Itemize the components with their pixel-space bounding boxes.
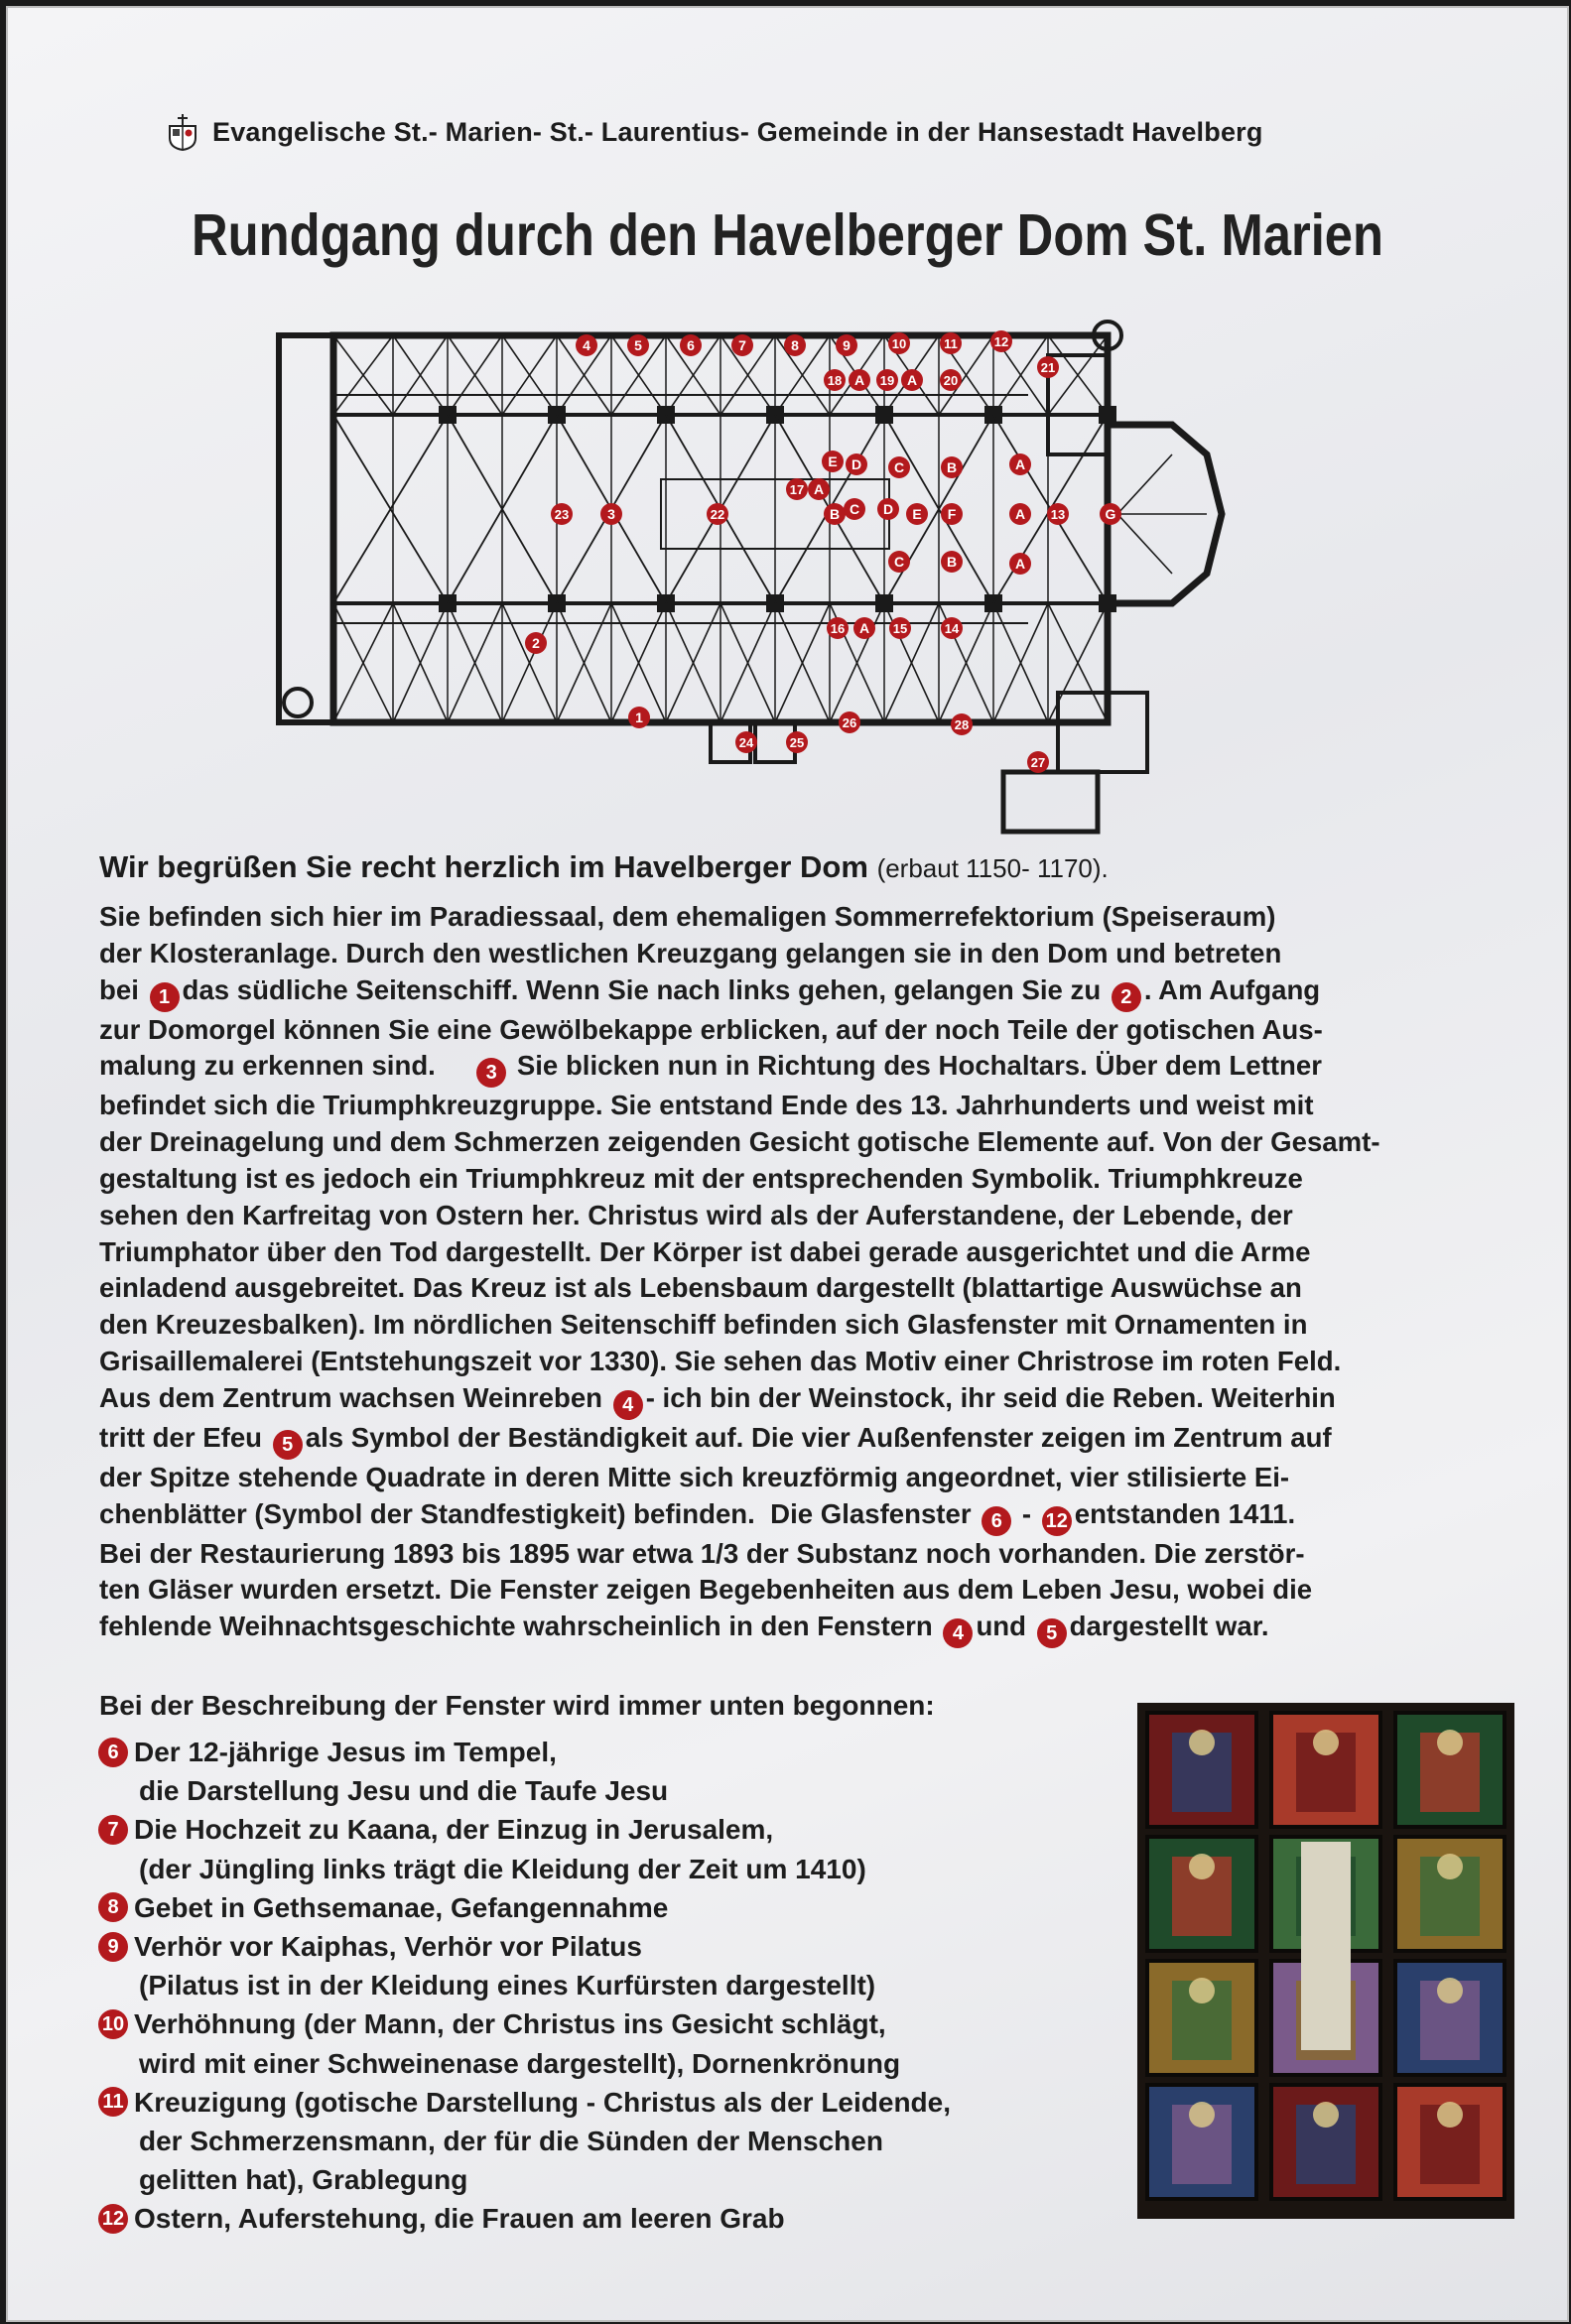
intro-line (99, 1420, 1513, 1460)
intro-text-segment: sehen den Karfreitag von Ostern her. Christus wird als der Auferstandene, der Lebende, der (99, 1199, 1293, 1230)
info-sheet (6, 6, 1569, 2322)
intro-line (99, 972, 1513, 1012)
plan-marker-label: E (912, 506, 922, 522)
plan-marker-19 (876, 369, 898, 391)
window-description: Kreuzigung (gotische Darstellung - Christus als der Leidende, (134, 2086, 952, 2118)
plan-marker-B (941, 456, 963, 478)
intro-line (99, 1088, 1513, 1124)
window-item-7 (95, 1810, 1088, 1849)
glass-halo (1189, 1978, 1215, 2003)
plan-marker-label: F (947, 506, 957, 522)
window-item-10 (95, 2004, 1088, 2043)
plan-marker-label: 28 (954, 717, 970, 732)
intro-line (99, 1344, 1513, 1380)
intro-text-segment: befindet sich die Triumphkreuzgruppe. Sie entstand Ende des 13. Jahrhunderts und weist mit (99, 1090, 1314, 1121)
window-description: die Darstellung Jesu und die Taufe Jesu (139, 1775, 669, 1807)
intro-line (99, 1012, 1513, 1049)
plan-marker-label: B (946, 554, 958, 570)
plan-marker-label: 10 (891, 336, 907, 351)
windows-heading: Bei der Beschreibung der Fenster wird immer unten begonnen: (99, 1690, 935, 1721)
plan-marker-E (906, 503, 928, 525)
plan-marker-13 (1047, 503, 1069, 525)
plan-marker-A (849, 369, 870, 391)
plan-marker-12 (990, 330, 1012, 352)
south-chapel (1058, 693, 1147, 772)
window-item-continuation (95, 2122, 1088, 2160)
plan-marker-6 (680, 334, 702, 356)
window-item-12 (95, 2199, 1088, 2238)
plan-marker-label: 3 (607, 506, 615, 522)
plan-marker-label: A (853, 372, 865, 388)
plan-marker-label: 14 (944, 621, 960, 636)
marker-1: 1 (150, 982, 180, 1012)
marker-8: 8 (98, 1892, 128, 1922)
congregation-emblem-icon (167, 113, 198, 151)
window-description: Die Hochzeit zu Kaana, der Einzug in Jerusalem, (134, 1814, 774, 1846)
intro-line (99, 1380, 1513, 1420)
stained-glass-window-photo (1137, 1703, 1514, 2219)
plan-marker-A (808, 478, 830, 500)
plan-marker-label: B (946, 459, 958, 475)
plan-marker-label: A (858, 620, 870, 636)
plan-marker-label: 16 (830, 621, 846, 636)
glass-halo (1437, 1730, 1463, 1755)
welcome-text: Wir begrüßen Sie recht herzlich im Havelberger Dom (99, 849, 868, 884)
pillar (1099, 406, 1116, 424)
marker-4: 4 (943, 1618, 973, 1648)
plan-marker-17 (786, 478, 808, 500)
plan-marker-F (941, 503, 963, 525)
intro-line (99, 1161, 1513, 1198)
marker-6: 6 (982, 1506, 1011, 1536)
intro-line (99, 1048, 1513, 1088)
plan-marker-label: 20 (943, 373, 959, 388)
plan-marker-label: D (851, 456, 862, 472)
intro-text-segment: und (976, 1611, 1034, 1642)
intro-line (99, 1198, 1513, 1234)
plan-marker-3 (600, 503, 622, 525)
plan-marker-D (846, 453, 867, 475)
plan-marker-10 (888, 332, 910, 354)
window-item-continuation (95, 2044, 1088, 2083)
intro-text-segment: bei (99, 973, 147, 1005)
plan-marker-label: 5 (634, 337, 642, 353)
glass-halo (1189, 1854, 1215, 1879)
window-description: wird mit einer Schweinenase dargestellt), Dornenkrönung (139, 2047, 901, 2079)
plan-marker-label: C (893, 554, 905, 570)
plan-marker-9 (836, 334, 857, 356)
plan-marker-7 (731, 334, 753, 356)
pillar (1099, 594, 1116, 612)
intro-line (99, 1460, 1513, 1496)
plan-marker-label: 26 (842, 715, 857, 730)
plan-marker-label: E (828, 453, 838, 469)
intro-text (99, 899, 1513, 1648)
marker-12: 12 (98, 2204, 128, 2234)
sacristy-27 (1003, 772, 1098, 832)
plan-marker-15 (889, 617, 911, 639)
intro-text-segment: der Spitze stehende Quadrate in deren Mitte sich kreuzförmig angeordnet, vier stilisierte Ei- (99, 1461, 1290, 1492)
plan-marker-label: A (906, 372, 918, 388)
west-tower (279, 335, 333, 722)
plan-marker-A (1009, 553, 1031, 575)
plan-marker-C (888, 456, 910, 478)
plan-marker-label: 7 (738, 337, 746, 353)
window-description: Verhöhnung (der Mann, der Christus ins Gesicht schlägt, (134, 2008, 886, 2040)
plan-marker-A (901, 369, 923, 391)
plan-marker-21 (1037, 356, 1059, 378)
apse-rib (1117, 514, 1172, 574)
glass-halo (1313, 1730, 1339, 1755)
apse-rib (1117, 454, 1172, 514)
plan-marker-label: 21 (1040, 360, 1056, 375)
plan-marker-label: 4 (583, 337, 590, 353)
plan-marker-label: 13 (1050, 507, 1066, 522)
built-years: (erbaut 1150- 1170). (876, 853, 1109, 883)
intro-text-segment: Triumphator über den Tod dargestellt. Der Körper ist dabei gerade ausgerichtet und die Arme (99, 1235, 1311, 1267)
plan-marker-label: 24 (738, 735, 754, 750)
plan-marker-label: C (893, 459, 905, 475)
plan-marker-label: 1 (635, 710, 643, 725)
intro-line (99, 936, 1513, 972)
intro-text-segment: Grisaillemalerei (Entstehungszeit vor 1330). Sie sehen das Motiv einer Christrose im roten Feld. (99, 1345, 1342, 1376)
page-title: Rundgang durch den Havelberger Dom St. Marien (191, 202, 1384, 268)
plan-marker-label: 6 (687, 337, 695, 353)
window-description: (Pilatus ist in der Kleidung eines Kurfürsten dargestellt) (139, 1970, 876, 2001)
intro-line (99, 1609, 1513, 1648)
plan-marker-16 (827, 617, 849, 639)
plan-marker-24 (735, 731, 757, 753)
plan-marker-label: A (1014, 506, 1026, 522)
plan-marker-B (941, 551, 963, 573)
window-item-6 (95, 1733, 1088, 1771)
marker-3: 3 (476, 1058, 506, 1088)
plan-marker-27 (1027, 751, 1049, 773)
plan-marker-5 (627, 334, 649, 356)
plan-marker-22 (707, 503, 728, 525)
plan-marker-label: 8 (791, 337, 799, 353)
plan-marker-label: 25 (789, 735, 805, 750)
plan-marker-label: 27 (1030, 755, 1046, 770)
plan-marker-label: 12 (993, 334, 1009, 349)
marker-5: 5 (1037, 1618, 1067, 1648)
intro-text-segment: zur Domorgel können Sie eine Gewölbekappe erblicken, auf der noch Teile der gotischen Aus- (99, 1013, 1323, 1045)
marker-9: 9 (98, 1932, 128, 1962)
plan-marker-D (877, 498, 899, 520)
plan-marker-label: 2 (532, 635, 540, 651)
plan-marker-label: 23 (554, 507, 570, 522)
plan-marker-label: G (1105, 506, 1116, 522)
plan-marker-A (853, 617, 875, 639)
plan-marker-label: 15 (892, 621, 908, 636)
intro-line (99, 899, 1513, 936)
window-item-9 (95, 1927, 1088, 1966)
plan-marker-C (844, 498, 865, 520)
plan-marker-label: C (849, 501, 860, 517)
window-item-continuation (95, 1966, 1088, 2004)
plan-marker-label: 19 (879, 373, 895, 388)
intro-line (99, 1536, 1513, 1573)
plan-marker-1 (628, 707, 650, 728)
plan-marker-4 (576, 334, 597, 356)
intro-text-segment: malung zu erkennen sind. (99, 1050, 474, 1082)
marker-11: 11 (98, 2087, 128, 2117)
intro-text-segment: einladend ausgebreitet. Das Kreuz ist als Lebensbaum dargestellt (blattartige Auswüchse an (99, 1272, 1302, 1304)
marker-6: 6 (98, 1738, 128, 1767)
marker-4: 4 (613, 1390, 643, 1420)
intro-text-segment: Aus dem Zentrum wachsen Weinreben (99, 1381, 610, 1413)
plan-marker-25 (786, 731, 808, 753)
intro-text-segment: chenblätter (Symbol der Standfestigkeit) befinden. Die Glasfenster (99, 1497, 980, 1529)
intro-text-segment: Sie befinden sich hier im Paradiessaal, dem ehemaligen Sommerrefektorium (Speiseraum) (99, 901, 1276, 932)
marker-5: 5 (273, 1430, 303, 1460)
glass-halo (1189, 1730, 1215, 1755)
intro-text-segment: dargestellt war. (1069, 1611, 1269, 1642)
plan-marker-label: A (813, 481, 825, 497)
intro-text-segment: der Klosteranlage. Durch den westlichen Kreuzgang gelangen sie in den Dom und betreten (99, 937, 1282, 968)
intro-text-segment: Bei der Restaurierung 1893 bis 1895 war etwa 1/3 der Substanz noch vorhanden. Die zerstör- (99, 1537, 1305, 1569)
intro-text-segment: - ich bin der Weinstock, ihr seid die Reben. Weiterhin (645, 1381, 1336, 1413)
plan-marker-A (1009, 503, 1031, 525)
window-item-continuation (95, 1771, 1088, 1810)
glass-halo (1437, 2102, 1463, 2128)
plan-marker-23 (551, 503, 573, 525)
cathedral-floor-plan (274, 306, 1276, 841)
intro-text-segment: das südliche Seitenschiff. Wenn Sie nach links gehen, gelangen Sie zu (182, 973, 1109, 1005)
window-description: Gebet in Gethsemanae, Gefangennahme (134, 1891, 669, 1923)
intro-text-segment: - (1014, 1497, 1039, 1529)
glass-halo (1313, 2102, 1339, 2128)
window-item-11 (95, 2083, 1088, 2122)
plan-marker-label: 11 (944, 336, 958, 351)
plan-marker-B (824, 503, 846, 525)
plan-marker-label: B (829, 506, 841, 522)
intro-line (99, 1496, 1513, 1536)
window-item-8 (95, 1888, 1088, 1927)
plan-marker-C (888, 551, 910, 573)
header (167, 113, 1263, 151)
intro-text-segment: den Kreuzesbalken). Im nördlichen Seitenschiff befinden sich Glasfenster mit Ornamenten in (99, 1309, 1308, 1341)
risen-christ-figure (1301, 1842, 1351, 2050)
intro-text-segment: gestaltung ist es jedoch ein Triumphkreuz mit der entsprechenden Symbolik. Triumphkreuze (99, 1162, 1303, 1194)
plan-marker-14 (941, 617, 963, 639)
intro-line (99, 1307, 1513, 1344)
plan-marker-2 (525, 632, 547, 654)
plan-marker-A (1009, 453, 1031, 475)
intro-text-segment: als Symbol der Beständigkeit auf. Die vier Außenfenster zeigen im Zentrum auf (305, 1421, 1332, 1453)
intro-line (99, 1572, 1513, 1609)
window-description: Ostern, Auferstehung, die Frauen am leeren Grab (134, 2203, 785, 2235)
plan-marker-label: 9 (843, 337, 851, 353)
intro-line (99, 1270, 1513, 1307)
window-description: (der Jüngling links trägt die Kleidung der Zeit um 1410) (139, 1853, 866, 1884)
window-item-continuation (95, 2160, 1088, 2199)
plan-marker-26 (839, 711, 860, 733)
window-description: gelitten hat), Grablegung (139, 2164, 468, 2196)
marker-7: 7 (98, 1815, 128, 1845)
intro-text-segment: Sie blicken nun in Richtung des Hochaltars. Über dem Lettner (509, 1050, 1322, 1082)
glass-halo (1189, 2102, 1215, 2128)
marker-2: 2 (1112, 982, 1141, 1012)
stair-turret-sw (284, 689, 312, 716)
plan-marker-label: A (1014, 556, 1026, 572)
intro-text-segment: der Dreinagelung und dem Schmerzen zeigenden Gesicht gotische Elemente auf. Von der Gesamt- (99, 1126, 1380, 1158)
plan-marker-G (1100, 503, 1121, 525)
window-description: Verhör vor Kaiphas, Verhör vor Pilatus (134, 1931, 642, 1963)
plan-marker-8 (784, 334, 806, 356)
intro-text-segment: . Am Aufgang (1143, 973, 1321, 1005)
intro-line (99, 1124, 1513, 1161)
plan-marker-label: A (1014, 456, 1026, 472)
plan-marker-label: 18 (827, 373, 843, 388)
plan-marker-E (822, 451, 844, 472)
plan-marker-label: 22 (710, 507, 725, 522)
window-list (95, 1733, 1088, 2239)
window-description: Der 12-jährige Jesus im Tempel, (134, 1737, 557, 1767)
glass-halo (1437, 1978, 1463, 2003)
plan-marker-label: 17 (789, 482, 805, 497)
congregation-name: Evangelische St.- Marien- St.- Laurentius- Gemeinde in der Hansestadt Havelberg (212, 116, 1263, 147)
plan-marker-28 (951, 713, 973, 735)
intro-text-segment: ten Gläser wurden ersetzt. Die Fenster zeigen Begebenheiten aus dem Leben Jesu, wobei die (99, 1574, 1313, 1606)
plan-marker-18 (824, 369, 846, 391)
welcome-heading (99, 849, 1109, 885)
glass-halo (1437, 1854, 1463, 1879)
marker-10: 10 (98, 2009, 128, 2039)
window-description: der Schmerzensmann, der für die Sünden der Menschen (139, 2126, 883, 2157)
window-item-continuation (95, 1850, 1088, 1888)
plan-marker-20 (940, 369, 962, 391)
intro-text-segment: entstanden 1411. (1074, 1497, 1296, 1529)
plan-marker-label: D (882, 501, 894, 517)
intro-text-segment: tritt der Efeu (99, 1421, 270, 1453)
intro-text-segment: fehlende Weihnachtsgeschichte wahrscheinlich in den Fenstern (99, 1611, 941, 1642)
marker-12: 12 (1042, 1506, 1072, 1536)
plan-marker-11 (940, 332, 962, 354)
intro-line (99, 1234, 1513, 1271)
